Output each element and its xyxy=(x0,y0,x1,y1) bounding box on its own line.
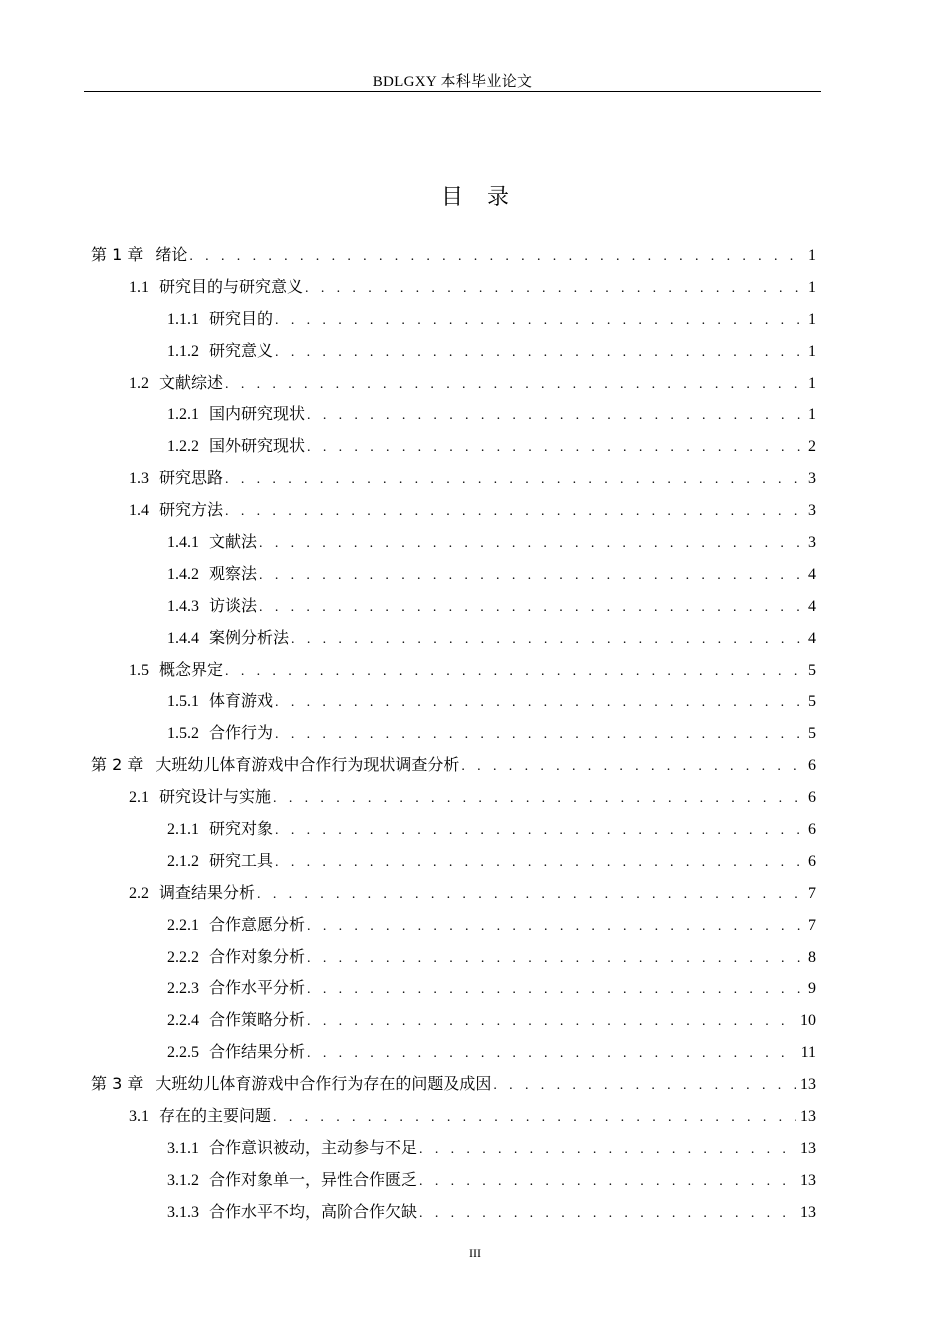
toc-dot-leader xyxy=(419,1142,796,1158)
toc-entry[interactable] xyxy=(91,975,816,1007)
toc-entry-title: 研究目的与研究意义 xyxy=(159,278,304,296)
toc-entry-page: 7 xyxy=(808,916,816,934)
toc-entry-page: 5 xyxy=(808,693,816,711)
toc-entry[interactable] xyxy=(91,784,816,816)
toc-entry-number: 1.1.2 xyxy=(167,342,199,360)
toc-dot-leader xyxy=(305,281,802,297)
toc-entry-title: 合作水平不均，高阶合作欠缺 xyxy=(209,1203,418,1221)
toc-dot-leader xyxy=(307,919,802,935)
header-rule xyxy=(84,91,821,92)
toc-entry[interactable] xyxy=(91,880,816,912)
toc-dot-leader xyxy=(275,727,802,743)
toc-entry-title: 案例分析法 xyxy=(209,629,290,647)
toc-entry[interactable] xyxy=(91,306,816,338)
toc-dot-leader xyxy=(225,472,802,488)
toc-entry-page: 3 xyxy=(808,470,816,488)
toc-entry-number: 2.1.2 xyxy=(167,852,199,870)
toc-entry-number: 1.1 xyxy=(129,278,149,296)
toc-dot-leader xyxy=(275,695,802,711)
toc-entry-number: 2.1 xyxy=(129,789,149,807)
toc-dot-leader xyxy=(461,759,802,775)
toc-entry-number: 1.5.1 xyxy=(167,693,199,711)
toc-dot-leader xyxy=(275,345,802,361)
toc-entry-title: 合作策略分析 xyxy=(209,1012,306,1030)
toc-entry-number: 2.1.1 xyxy=(167,821,199,839)
toc-entry[interactable] xyxy=(91,401,816,433)
toc-entry-number: 2.2.3 xyxy=(167,980,199,998)
toc-entry-page: 1 xyxy=(808,342,816,360)
toc-entry[interactable] xyxy=(91,816,816,848)
toc-entry-number: 1.5.2 xyxy=(167,725,199,743)
toc-entry-title: 概念界定 xyxy=(159,661,224,679)
toc-entry[interactable] xyxy=(91,848,816,880)
toc-entry-number: 1.4.2 xyxy=(167,565,199,583)
toc-entry[interactable] xyxy=(91,657,816,689)
toc-entry[interactable] xyxy=(91,561,816,593)
toc-entry-number: 3.1.1 xyxy=(167,1139,199,1157)
toc-entry-number: 1.2 xyxy=(129,374,149,392)
table-of-contents xyxy=(91,242,816,1231)
toc-entry-number: 2.2.5 xyxy=(167,1044,199,1062)
toc-entry[interactable] xyxy=(91,912,816,944)
toc-entry-title: 文献法 xyxy=(209,534,258,552)
toc-entry[interactable] xyxy=(91,1199,816,1231)
toc-entry-page: 1 xyxy=(808,310,816,328)
toc-entry-page: 5 xyxy=(808,725,816,743)
toc-entry-number: 第 2 章 xyxy=(91,755,144,775)
toc-entry-number: 1.2.2 xyxy=(167,438,199,456)
toc-entry[interactable] xyxy=(91,529,816,561)
toc-entry[interactable] xyxy=(91,944,816,976)
toc-entry-title: 大班幼儿体育游戏中合作行为现状调查分析 xyxy=(155,755,460,775)
toc-entry-number: 2.2.2 xyxy=(167,948,199,966)
toc-entry[interactable] xyxy=(91,1103,816,1135)
toc-entry-page: 13 xyxy=(800,1203,816,1221)
toc-entry-page: 13 xyxy=(800,1171,816,1189)
toc-entry-page: 3 xyxy=(808,534,816,552)
toc-dot-leader xyxy=(307,951,802,967)
toc-dot-leader xyxy=(307,1014,796,1030)
toc-entry-page: 4 xyxy=(808,597,816,615)
toc-entry-number: 1.5 xyxy=(129,661,149,679)
toc-dot-leader xyxy=(259,536,802,552)
toc-entry[interactable] xyxy=(91,242,816,274)
toc-title: 目录 xyxy=(440,184,533,209)
toc-dot-leader xyxy=(189,249,802,265)
toc-dot-leader xyxy=(225,377,802,393)
toc-entry[interactable] xyxy=(91,752,816,784)
toc-entry-title: 国外研究现状 xyxy=(209,438,306,456)
toc-entry[interactable] xyxy=(91,720,816,752)
toc-entry-page: 11 xyxy=(800,1044,816,1062)
toc-entry[interactable] xyxy=(91,1007,816,1039)
toc-dot-leader xyxy=(273,791,802,807)
toc-entry-title: 合作意愿分析 xyxy=(209,916,306,934)
toc-entry[interactable] xyxy=(91,1071,816,1103)
toc-entry-title: 合作对象单一，异性合作匮乏 xyxy=(209,1171,418,1189)
page-number: III xyxy=(469,1246,481,1260)
toc-dot-leader xyxy=(307,1046,797,1062)
toc-entry[interactable] xyxy=(91,625,816,657)
toc-entry-number: 1.4.4 xyxy=(167,629,199,647)
toc-entry-number: 3.1.3 xyxy=(167,1203,199,1221)
toc-entry-title: 研究设计与实施 xyxy=(159,789,272,807)
running-header: BDLGXY 本科毕业论文 xyxy=(372,74,533,90)
toc-entry[interactable] xyxy=(91,433,816,465)
toc-entry-page: 6 xyxy=(808,757,816,775)
toc-dot-leader xyxy=(259,568,802,584)
toc-entry-page: 10 xyxy=(800,1012,816,1030)
toc-entry-number: 1.4 xyxy=(129,502,149,520)
toc-entry-title: 研究方法 xyxy=(159,502,224,520)
toc-entry-page: 7 xyxy=(808,884,816,902)
toc-dot-leader xyxy=(225,504,802,520)
toc-entry-page: 8 xyxy=(808,948,816,966)
toc-entry-title: 存在的主要问题 xyxy=(159,1108,272,1126)
toc-entry[interactable] xyxy=(91,497,816,529)
toc-entry-page: 1 xyxy=(808,278,816,296)
toc-entry-title: 体育游戏 xyxy=(209,693,274,711)
toc-entry[interactable] xyxy=(91,465,816,497)
toc-entry-page: 13 xyxy=(800,1076,816,1094)
toc-entry-page: 2 xyxy=(808,438,816,456)
toc-entry[interactable] xyxy=(91,1039,816,1071)
toc-entry-title: 研究意义 xyxy=(209,342,274,360)
toc-entry[interactable] xyxy=(91,1135,816,1167)
toc-entry-number: 3.1 xyxy=(129,1108,149,1126)
toc-entry-number: 2.2 xyxy=(129,884,149,902)
toc-entry-number: 2.2.1 xyxy=(167,916,199,934)
toc-entry-title: 研究对象 xyxy=(209,821,274,839)
toc-entry-title: 国内研究现状 xyxy=(209,406,306,424)
toc-entry-page: 1 xyxy=(808,247,816,264)
toc-entry-number: 第 1 章 xyxy=(91,245,144,264)
toc-entry-title: 观察法 xyxy=(209,565,258,583)
toc-entry-title: 调查结果分析 xyxy=(159,884,256,902)
toc-entry-title: 文献综述 xyxy=(159,374,224,392)
toc-entry-page: 6 xyxy=(808,821,816,839)
toc-entry-number: 3.1.2 xyxy=(167,1171,199,1189)
toc-entry-page: 1 xyxy=(808,406,816,424)
toc-entry-page: 6 xyxy=(808,852,816,870)
toc-entry-page: 4 xyxy=(808,565,816,583)
toc-entry-title: 研究工具 xyxy=(209,852,274,870)
toc-dot-leader xyxy=(419,1174,796,1190)
toc-entry-page: 3 xyxy=(808,502,816,520)
toc-entry-title: 研究思路 xyxy=(159,470,224,488)
toc-entry-number: 2.2.4 xyxy=(167,1012,199,1030)
toc-dot-leader xyxy=(307,440,802,456)
toc-entry-title: 访谈法 xyxy=(209,597,258,615)
toc-entry-title: 大班幼儿体育游戏中合作行为存在的问题及成因 xyxy=(155,1074,492,1094)
toc-entry-number: 1.2.1 xyxy=(167,406,199,424)
toc-entry-title: 合作水平分析 xyxy=(209,980,306,998)
toc-entry[interactable] xyxy=(91,1167,816,1199)
toc-dot-leader xyxy=(259,600,802,616)
toc-dot-leader xyxy=(275,313,802,329)
toc-entry-page: 13 xyxy=(800,1108,816,1126)
toc-dot-leader xyxy=(273,1110,796,1126)
toc-entry-page: 4 xyxy=(808,629,816,647)
toc-dot-leader xyxy=(419,1206,796,1222)
toc-entry-title: 绪论 xyxy=(155,245,188,264)
toc-entry-title: 合作对象分析 xyxy=(209,948,306,966)
toc-dot-leader xyxy=(291,632,802,648)
toc-entry[interactable] xyxy=(91,274,816,306)
toc-entry-number: 1.4.3 xyxy=(167,597,199,615)
toc-entry[interactable] xyxy=(91,593,816,625)
toc-dot-leader xyxy=(275,855,802,871)
toc-entry-title: 合作结果分析 xyxy=(209,1044,306,1062)
toc-dot-leader xyxy=(275,823,802,839)
toc-dot-leader xyxy=(307,408,802,424)
toc-entry-title: 合作行为 xyxy=(209,725,274,743)
toc-entry-number: 第 3 章 xyxy=(91,1074,144,1094)
toc-entry-page: 6 xyxy=(808,789,816,807)
toc-entry[interactable] xyxy=(91,688,816,720)
toc-entry-page: 9 xyxy=(808,980,816,998)
toc-entry-page: 13 xyxy=(800,1139,816,1157)
toc-entry[interactable] xyxy=(91,370,816,402)
toc-dot-leader xyxy=(307,982,802,998)
toc-entry-page: 1 xyxy=(808,374,816,392)
toc-dot-leader xyxy=(493,1078,796,1094)
toc-entry-title: 研究目的 xyxy=(209,310,274,328)
toc-entry-title: 合作意识被动，主动参与不足 xyxy=(209,1139,418,1157)
toc-entry-number: 1.1.1 xyxy=(167,310,199,328)
toc-entry-number: 1.3 xyxy=(129,470,149,488)
toc-dot-leader xyxy=(225,664,802,680)
toc-entry-number: 1.4.1 xyxy=(167,534,199,552)
toc-dot-leader xyxy=(257,887,802,903)
toc-entry-page: 5 xyxy=(808,661,816,679)
toc-entry[interactable] xyxy=(91,338,816,370)
